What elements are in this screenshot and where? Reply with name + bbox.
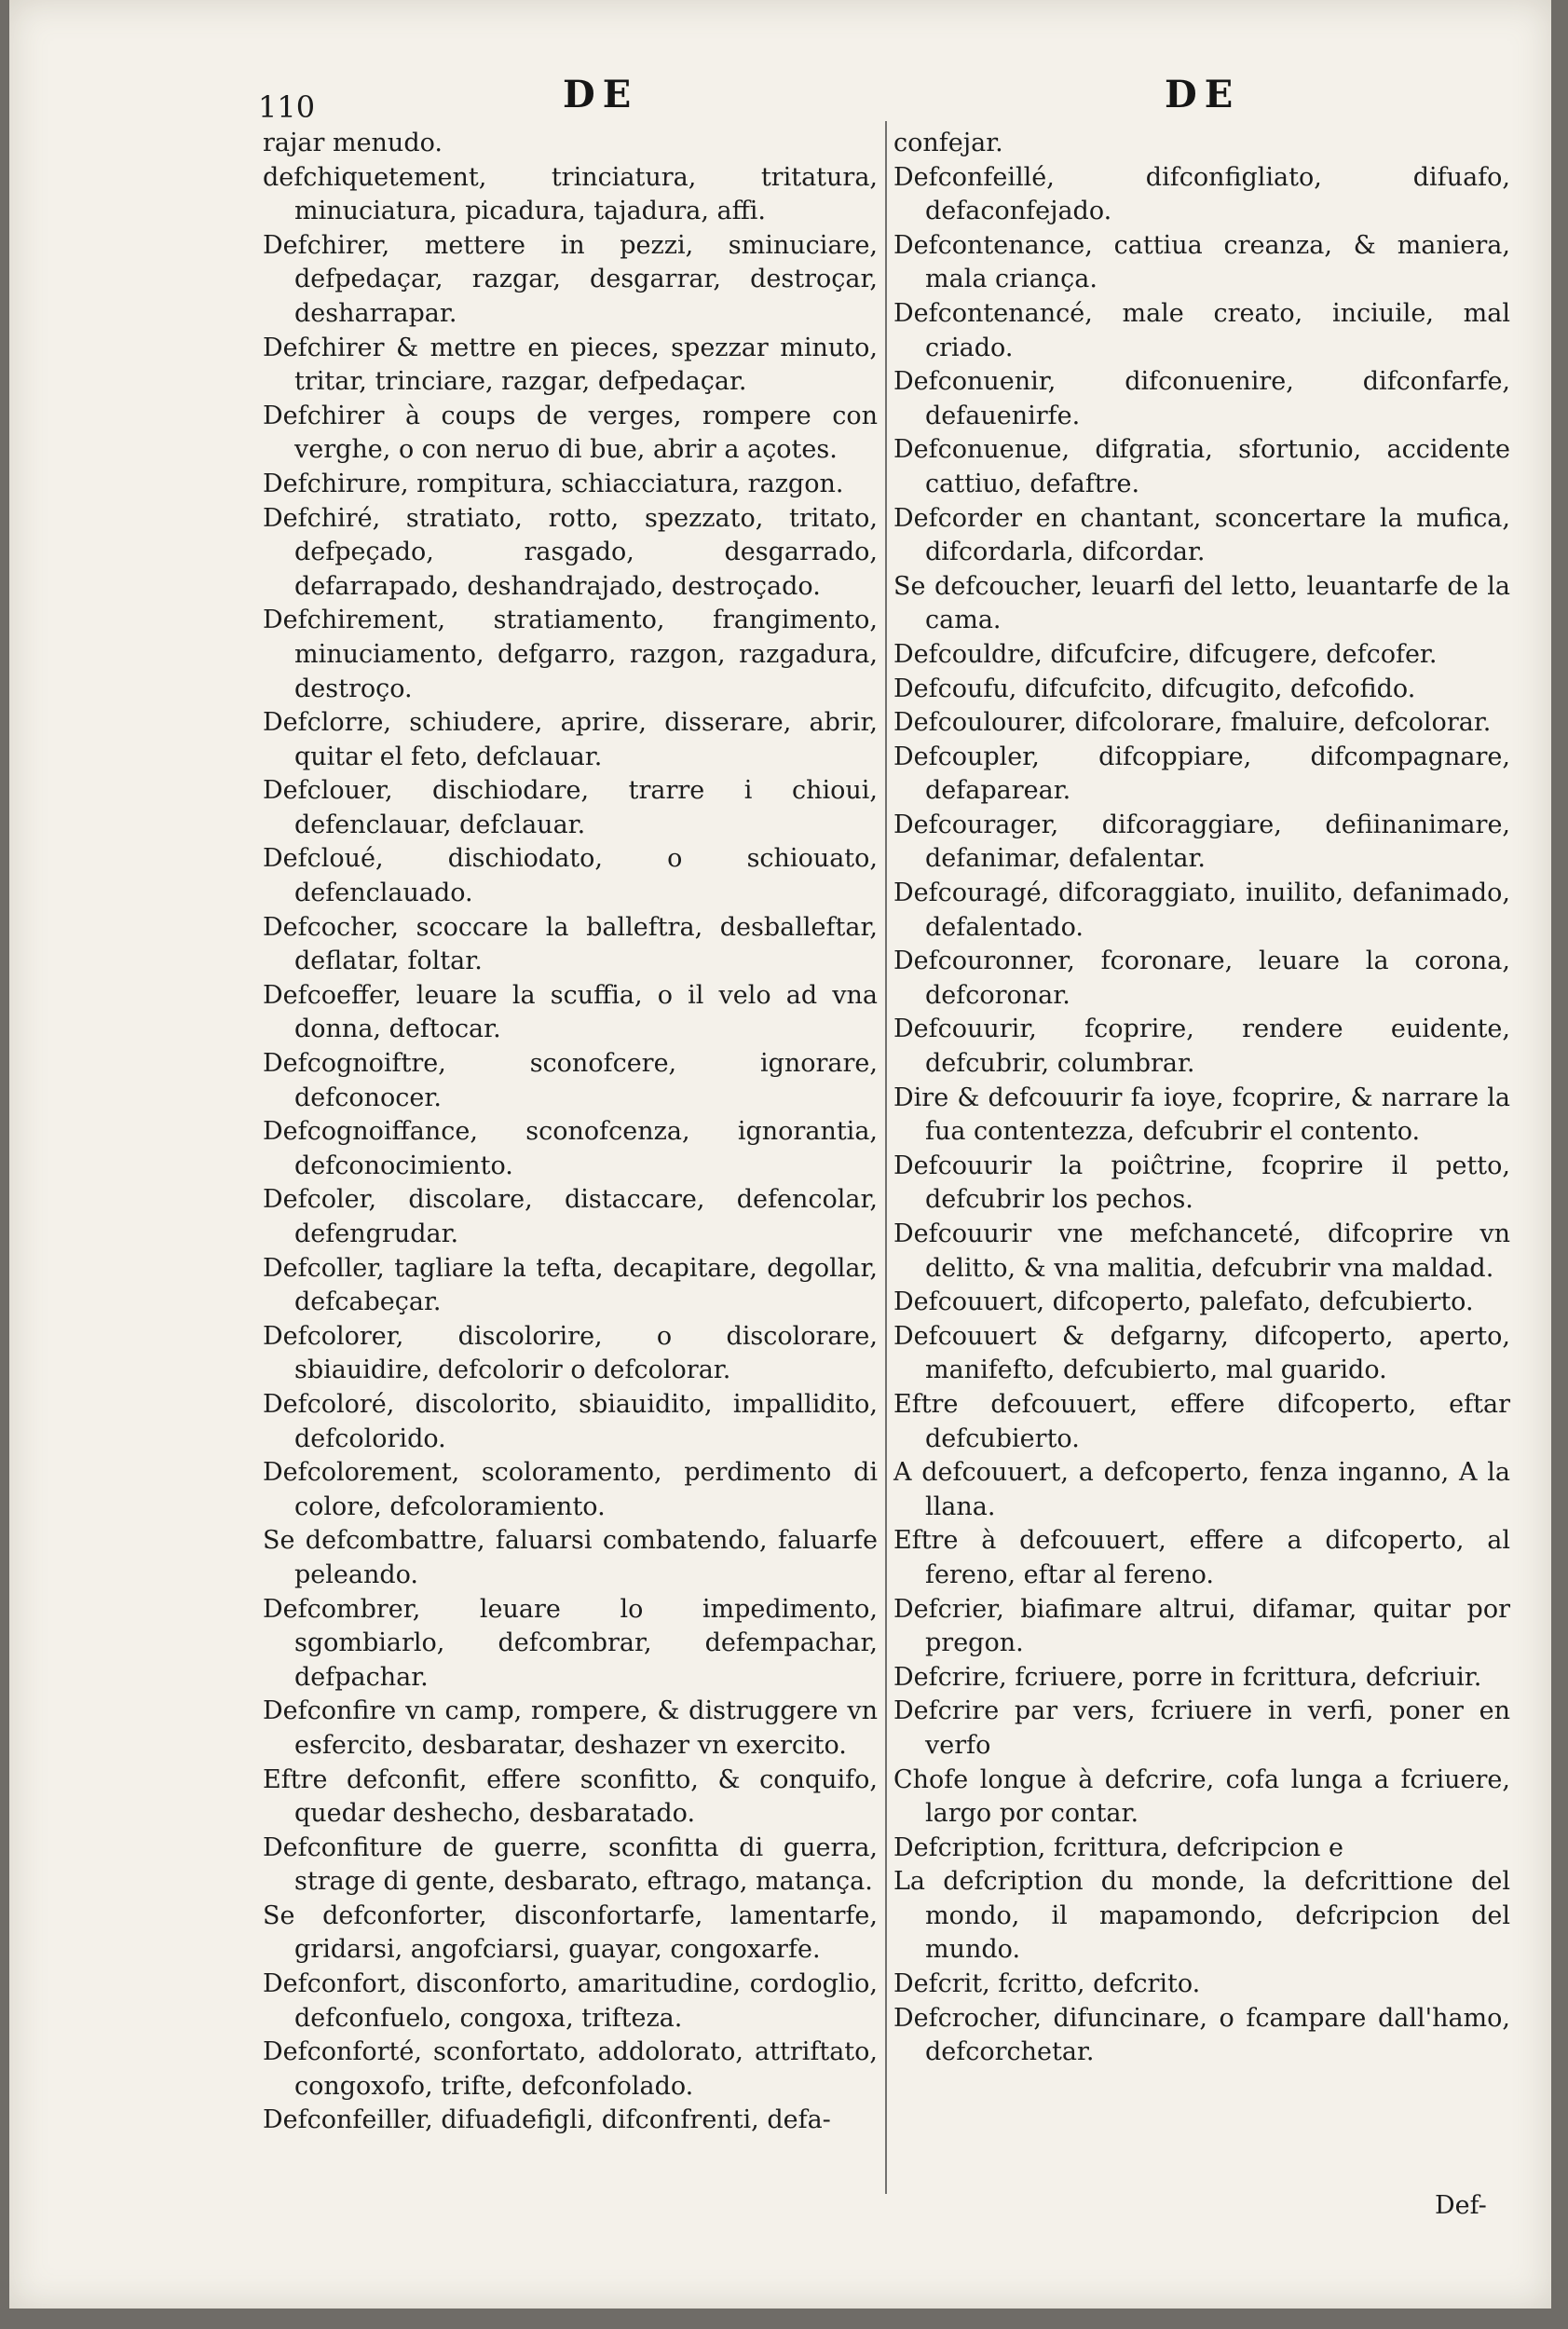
dictionary-entry: Defclouer, dischiodare, trarre i chioui, defenclauar, defclauar. — [263, 776, 878, 839]
dictionary-entry: Dire & defcouurir fa ioye, fcoprire, & narrare la fua contentezza, defcubrir el contento. — [893, 1083, 1510, 1147]
dictionary-entry: Defcoller, tagliare la tefta, decapitare, degollar, defcabeçar. — [263, 1253, 878, 1317]
catchword: Def- — [1435, 2191, 1487, 2220]
dictionary-entry: Defclorre, schiudere, aprire, disserare, abrir, quitar el feto, defclauar. — [263, 708, 878, 771]
dictionary-entry: Defcouldre, difcufcire, difcugere, defcofer. — [893, 639, 1438, 669]
dictionary-entry: Defconuenir, difconuenire, difconfarfe, defauenirfe. — [893, 367, 1510, 430]
dictionary-entry: Se defcombattre, faluarsi combatendo, faluarfe peleando. — [263, 1526, 878, 1589]
dictionary-entry: Defcontenancé, male creato, inciuile, mal criado. — [893, 298, 1510, 362]
dictionary-entry: Defcrocher, difuncinare, o fcampare dall'hamo, defcorchetar. — [893, 2003, 1510, 2067]
dictionary-entry: Eftre defcouuert, effere difcoperto, eftar defcubierto. — [893, 1389, 1510, 1453]
running-head-left: DE — [563, 73, 639, 116]
dictionary-entry: Eftre à defcouuert, effere a difcoperto, al fereno, eftar al fereno. — [893, 1526, 1510, 1589]
dictionary-entry: Defcouronner, fcoronare, leuare la corona, defcoronar. — [893, 947, 1510, 1010]
dictionary-entry: Defconfeiller, difuadefigli, difconfrenti, defa- — [263, 2105, 831, 2135]
dictionary-entry: Defconfeillé, difconfigliato, difuafo, defaconfejado. — [893, 162, 1510, 226]
dictionary-entry: Defcrire, fcriuere, porre in fcrittura, defcriuir. — [893, 1662, 1482, 1692]
dictionary-entry: defchiquetement, trinciatura, tritatura, minuciatura, picadura, tajadura, affi. — [263, 162, 878, 226]
column-divider — [885, 121, 887, 2194]
dictionary-entry: Defchiré, stratiato, rotto, spezzato, tritato, defpeçado, rasgado, desgarrado, defarrapado, deshandrajado, destroçado. — [263, 503, 878, 601]
dictionary-entry: Defcognoiffance, sconofcenza, ignorantia, defconocimiento. — [263, 1117, 878, 1180]
dictionary-entry: Defcoeffer, leuare la scuffia, o il velo ad vna donna, deftocar. — [263, 980, 878, 1044]
dictionary-entry: Defconfiture de guerre, sconfitta di guerra, strage di gente, desbarato, eftrago, matança. — [263, 1832, 878, 1897]
dictionary-entry: Defcolorer, discolorire, o discolorare, sbiauidire, defcolorir o defcolorar. — [263, 1321, 878, 1385]
dictionary-entry: Defcontenance, cattiua creanza, & maniera, mala criança. — [893, 230, 1510, 294]
dictionary-entry: Defcoufu, difcufcito, difcugito, defcofido. — [893, 674, 1416, 703]
dictionary-entry: Defchirer & mettre en pieces, spezzar minuto, tritar, trinciare, razgar, defpedaçar. — [263, 333, 878, 397]
dictionary-entry: Defcocher, scoccare la balleftra, desballeftar, deflatar, foltar. — [263, 912, 878, 976]
dictionary-entry: Defcrire par vers, fcriuere in verfi, poner en verfo — [893, 1696, 1510, 1760]
dictionary-entry: Chofe longue à defcrire, cofa lunga a fcriuere, largo por contar. — [893, 1764, 1510, 1829]
dictionary-entry: Defconfire vn camp, rompere, & distruggere vn esfercito, desbaratar, deshazer vn exercito. — [263, 1696, 878, 1760]
dictionary-entry: A defcouuert, a defcoperto, fenza inganno, A la llana. — [893, 1458, 1510, 1521]
dictionary-entry: Defcouragé, difcoraggiato, inuilito, defanimado, defalentado. — [893, 878, 1510, 942]
dictionary-entry: La defcription du monde, la defcrittione del mondo, il mapamondo, defcripcion del mundo. — [893, 1867, 1510, 1965]
dictionary-entry: Defcoulourer, difcolorare, fmaluire, defcolorar. — [893, 708, 1492, 738]
dictionary-entry: Defchirement, stratiamento, frangimento, minuciamento, defgarro, razgon, razgadura, destroço. — [263, 606, 878, 703]
running-head-right: DE — [1165, 73, 1241, 116]
dictionary-entry: Defcouuert & defgarny, difcoperto, aperto, manifefto, defcubierto, mal guarido. — [893, 1321, 1510, 1385]
dictionary-page — [9, 0, 1551, 2309]
dictionary-entry: Defchirer à coups de verges, rompere con verghe, o con neruo di bue, abrir a açotes. — [263, 401, 878, 465]
dictionary-entry: Defcombrer, leuare lo impedimento, sgombiarlo, defcombrar, defempachar, defpachar. — [263, 1594, 878, 1692]
dictionary-entry: Defcloué, dischiodato, o schiouato, defenclauado. — [263, 844, 878, 908]
right-column — [893, 127, 1510, 2070]
dictionary-entry: Defcouurir vne mefchanceté, difcoprire vn delitto, & vna malitia, defcubrir vna maldad. — [893, 1219, 1510, 1283]
dictionary-entry: Se defcoucher, leuarfi del letto, leuantarfe de la cama. — [893, 571, 1510, 635]
dictionary-entry: Se defconforter, disconfortarfe, lamentarfe, gridarsi, angofciarsi, guayar, congoxarfe. — [263, 1900, 878, 1965]
dictionary-entry: Defchirer, mettere in pezzi, sminuciare, defpedaçar, razgar, desgarrar, destroçar, desharrapar. — [263, 230, 878, 328]
dictionary-entry: Defcoloré, discolorito, sbiauidito, impallidito, defcolorido. — [263, 1389, 878, 1453]
dictionary-entry: Defcrier, biafimare altrui, difamar, quitar por pregon. — [893, 1594, 1510, 1658]
dictionary-entry: Defcription, fcrittura, defcripcion e — [893, 1832, 1343, 1862]
dictionary-entry: Defcrit, fcritto, defcrito. — [893, 1969, 1201, 1999]
dictionary-entry: Defcouurir la poiĉtrine, fcoprire il petto, defcubrir los pechos. — [893, 1151, 1510, 1215]
dictionary-entry: Defcorder en chantant, sconcertare la mufica, difcordarla, difcordar. — [893, 503, 1510, 567]
dictionary-entry: Defcouuert, difcoperto, palefato, defcubierto. — [893, 1287, 1474, 1317]
dictionary-entry: Defcouurir, fcoprire, rendere euidente, defcubrir, columbrar. — [893, 1015, 1510, 1079]
dictionary-entry: Defcognoiftre, sconofcere, ignorare, defconocer. — [263, 1049, 878, 1112]
dictionary-entry: Defcoler, discolare, distaccare, defencolar, defengrudar. — [263, 1185, 878, 1248]
dictionary-entry: Defconuenue, difgratia, sfortunio, accidente cattiuo, defaftre. — [893, 435, 1510, 498]
dictionary-entry: rajar menudo. — [263, 129, 443, 157]
dictionary-entry: confejar. — [893, 129, 1003, 157]
dictionary-entry: Defcoupler, difcoppiare, difcompagnare, defaparear. — [893, 742, 1510, 806]
left-column — [263, 127, 878, 2138]
dictionary-entry: Defchirure, rompitura, schiacciatura, razgon. — [263, 469, 844, 498]
dictionary-entry: Defconforté, sconfortato, addolorato, attriftato, congoxofo, trifte, defconfolado. — [263, 2037, 878, 2101]
page-number: 110 — [258, 89, 316, 125]
dictionary-entry: Defcourager, difcoraggiare, defiinanimare, defanimar, defalentar. — [893, 810, 1510, 874]
dictionary-entry: Defconfort, disconforto, amaritudine, cordoglio, defconfuelo, congoxa, trifteza. — [263, 1969, 878, 2033]
dictionary-entry: Defcolorement, scoloramento, perdimento di colore, defcoloramiento. — [263, 1458, 878, 1521]
dictionary-entry: Eftre defconfit, effere sconfitto, & conquifo, quedar deshecho, desbaratado. — [263, 1764, 878, 1829]
